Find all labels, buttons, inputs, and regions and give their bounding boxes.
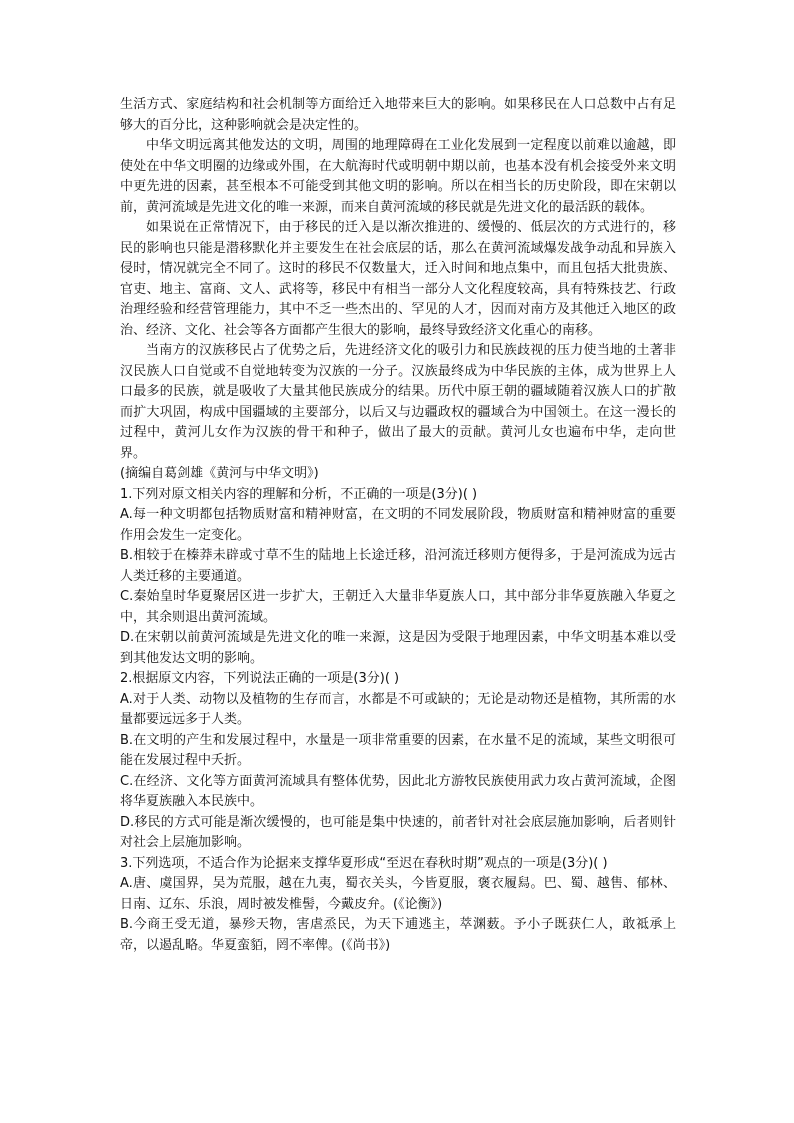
- question-3: [120, 854, 676, 957]
- passage-paragraph-3: 如果说在正常情况下，由于移民的迁入是以渐次推进的、缓慢的、低层次的方式进行的，移民的影响也只能是潜移默化并主要发生在社会底层的话，那么在黄河流域爆发战争动乱和异族入侵时，情况就完全不同了。这时的移民不仅数量大，迁入时间和地点集中，而且包括大批贵族、官吏、地主、富商、文人、武将等，移民中有相当一部分人文化程度较高，具有特殊技艺、行政治理经验和经营管理能力，其中不乏一些杰出的、罕见的人才，因而对南方及其他迁入地区的政治、经济、文化、社会等各方面都产生很大的影响，最终导致经济文化重心的南移。: [120, 220, 676, 338]
- question-2-option-d: D.移民的方式可能是渐次缓慢的，也可能是集中快速的，前者针对社会底层施加影响，后者则针对社会上层施加影响。: [120, 814, 676, 850]
- document-page: [120, 95, 676, 956]
- question-2-option-c: C.在经济、文化等方面黄河流域具有整体优势，因此北方游牧民族使用武力攻占黄河流域，企图将华夏族融入本民族中。: [120, 773, 676, 809]
- passage-paragraph-1: 生活方式、家庭结构和社会机制等方面给迁入地带来巨大的影响。如果移民在人口总数中占有足够大的百分比，这种影响就会是决定性的。: [120, 97, 676, 133]
- question-1-option-d: D.在宋朝以前黄河流域是先进文化的唯一来源，这是因为受限于地理因素，中华文明基本难以受到其他发达文明的影响。: [120, 630, 676, 666]
- question-3-stem: 3.下列选项，不适合作为论据来支撑华夏形成“至迟在春秋时期”观点的一项是(3分)( ): [120, 855, 608, 871]
- question-2: [120, 669, 676, 854]
- question-1: [120, 485, 676, 670]
- question-3-option-a: A.唐、虞国界，吴为荒服，越在九夷，蜀衣关头，今皆夏服，褒衣履舄。巴、蜀、越售、郁林、日南、辽东、乐浪，周时被发椎髻，今戴皮弁。(《论衡》): [120, 876, 676, 912]
- question-1-stem: 1.下列对原文相关内容的理解和分析，不正确的一项是(3分)( ): [120, 486, 478, 502]
- question-1-option-b: B.相较于在榛莽未辟或寸草不生的陆地上长途迁移，沿河流迁移则方便得多，于是河流成为远古人类迁移的主要通道。: [120, 548, 676, 584]
- question-3-option-b: B.今商王受无道，暴殄天物，害虐烝民，为天下逋逃主，萃渊薮。予小子既获仁人，敢祗承上帝，以遏乱略。华夏蛮貊，罔不率俾。(《尚书》): [120, 917, 676, 953]
- question-2-option-b: B.在文明的产生和发展过程中，水量是一项非常重要的因素，在水量不足的流域，某些文明很可能在发展过程中夭折。: [120, 732, 676, 768]
- passage-paragraph-2: 中华文明远离其他发达的文明，周围的地理障碍在工业化发展到一定程度以前难以逾越，即使处在中华文明圈的边缘或外围，在大航海时代或明朝中期以前，也基本没有机会接受外来文明中更先进的因素，甚至根本不可能受到其他文明的影响。所以在相当长的历史阶段，即在宋朝以前，黄河流域是先进文化的唯一来源，而来自黄河流域的移民就是先进文化的最活跃的载体。: [120, 138, 676, 215]
- question-2-option-a: A.对于人类、动物以及植物的生存而言，水都是不可或缺的；无论是动物还是植物，其所需的水量都要远远多于人类。: [120, 691, 676, 727]
- question-2-stem: 2.根据原文内容，下列说法正确的一项是(3分)( ): [120, 671, 400, 686]
- question-1-option-a: A.每一种文明都包括物质财富和精神财富，在文明的不同发展阶段，物质财富和精神财富的重要作用会发生一定变化。: [120, 507, 676, 543]
- question-1-option-c: C.秦始皇时华夏聚居区进一步扩大，王朝迁入大量非华夏族人口，其中部分非华夏族融入华夏之中，其余则退出黄河流域。: [120, 589, 676, 625]
- passage-source: (摘编自葛剑雄《黄河与中华文明》): [120, 466, 319, 481]
- passage-paragraph-4: 当南方的汉族移民占了优势之后，先进经济文化的吸引力和民族歧视的压力使当地的土著非汉民族人口自觉或不自觉地转变为汉族的一分子。汉族最终成为中华民族的主体，成为世界上人口最多的民族，就是吸收了大量其他民族成分的结果。历代中原王朝的疆域随着汉族人口的扩散而扩大巩固，构成中国疆域的主要部分，以后又与边疆政权的疆域合为中国领土。在这一漫长的过程中，黄河儿女作为汉族的骨干和种子，做出了最大的贡献。黄河儿女也遍布中华，走向世界。: [120, 343, 676, 461]
- passage: [120, 95, 676, 485]
